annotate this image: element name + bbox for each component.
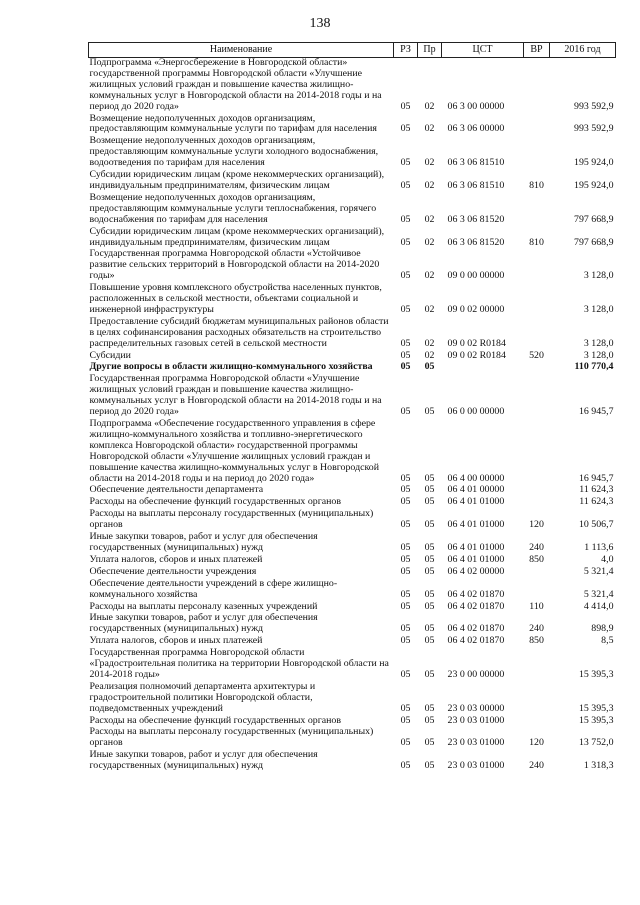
cell-rz: 05 bbox=[400, 472, 411, 484]
cell-name: Субсидии bbox=[89, 349, 131, 361]
cell-vr bbox=[524, 362, 550, 374]
table-row bbox=[89, 374, 616, 419]
cell-rz: 05 bbox=[400, 100, 411, 112]
table-row bbox=[89, 249, 616, 283]
cell-rz: 05 bbox=[400, 714, 411, 726]
cell-cst: 06 3 06 81510 bbox=[447, 157, 505, 169]
cell-sum: 5 321,4 bbox=[583, 565, 614, 577]
cell-vr: 850 bbox=[529, 635, 544, 647]
cell-name: Государственная программа Новгородской области «Улучшение жилищных условий граждан и повышение качества жилищно-коммунальных услуг в Новгородской области на 2014-2018 годы и на период до 2020 года» bbox=[89, 373, 382, 418]
cell-cst: 06 3 06 81520 bbox=[447, 236, 505, 248]
cell-rz: 05 bbox=[400, 702, 411, 714]
cell-pr: 02 bbox=[424, 270, 435, 282]
cell-vr: 120 bbox=[529, 519, 544, 531]
cell-pr: 02 bbox=[424, 179, 435, 191]
cell-cst: 06 4 02 01870 bbox=[447, 588, 505, 600]
cell-sum: 4,0 bbox=[601, 553, 614, 565]
cell-sum: 993 592,9 bbox=[574, 100, 614, 112]
cell-sum: 8,5 bbox=[601, 635, 614, 647]
cell-name: Расходы на выплаты персоналу государственных (муниципальных) органов bbox=[89, 508, 374, 531]
cell-rz: 05 bbox=[400, 737, 411, 749]
cell-name: Субсидии юридическим лицам (кроме некоммерческих организаций), индивидуальным предпринимателям, физическим лицам bbox=[89, 169, 385, 191]
cell-name: Иные закупки товаров, работ и услуг для обеспечения государственных (муниципальных) нужд bbox=[89, 612, 318, 635]
cell-cst: 23 0 00 00000 bbox=[447, 668, 505, 680]
cell-rz: 05 bbox=[400, 123, 411, 135]
cell-rz: 05 bbox=[400, 565, 411, 577]
cell-pr: 02 bbox=[424, 123, 435, 135]
cell-cst: 06 4 02 01870 bbox=[447, 600, 505, 612]
cell-name: Повышение уровня комплексного обустройства населенных пунктов, расположенных в сельской местности, объектами социальной и инженерной инфраструктуры bbox=[89, 282, 382, 315]
cell-cst: 09 0 02 R0184 bbox=[447, 337, 506, 349]
cell-cst: 06 3 06 81510 bbox=[447, 179, 505, 191]
cell-name: Подпрограмма «Обеспечение государственного управления в сфере жилищно-коммунального хозяйства и топливно-энергетического комплекса Новгородской области» государственной программы Новгородской области «Улучшение жилищных условий граждан и повышение качества жилищно-коммунальных услуг в Новгородской области на 2014-2018 годы и на период до 2020 года» bbox=[89, 418, 379, 484]
table-row bbox=[89, 509, 616, 532]
budget-table bbox=[88, 42, 616, 773]
cell-pr: 02 bbox=[424, 213, 435, 225]
cell-name: Уплата налогов, сборов и иных платежей bbox=[89, 553, 263, 565]
cell-sum: 5 321,4 bbox=[583, 588, 614, 600]
cell-rz: 05 bbox=[400, 303, 411, 315]
table-row bbox=[89, 682, 616, 716]
cell-rz: 05 bbox=[400, 270, 411, 282]
cell-rz: 05 bbox=[400, 623, 411, 635]
cell-sum: 110 770,4 bbox=[574, 361, 614, 373]
cell-pr: 05 bbox=[424, 623, 435, 635]
cell-pr: 05 bbox=[424, 406, 435, 418]
cell-sum: 1 318,3 bbox=[583, 760, 614, 772]
cell-name: Подпрограмма «Энергосбережение в Новгородской области» государственной программы Новгородской области «Улучшение жилищных условий граждан и повышение качества жилищно-коммунальных услуг в Новгородской области на 2014-2018 годы и на период до 2020 года» bbox=[89, 57, 382, 112]
header-name: Наименование bbox=[89, 43, 394, 58]
cell-vr bbox=[524, 114, 550, 137]
cell-rz: 05 bbox=[400, 213, 411, 225]
table-row bbox=[89, 136, 616, 170]
header-cst: ЦСТ bbox=[442, 43, 524, 58]
cell-cst: 06 0 00 00000 bbox=[447, 406, 505, 418]
cell-pr: 05 bbox=[424, 565, 435, 577]
cell-sum: 3 128,0 bbox=[583, 337, 614, 349]
cell-cst: 06 4 01 01000 bbox=[447, 519, 505, 531]
cell-pr: 05 bbox=[424, 737, 435, 749]
table-row bbox=[89, 193, 616, 227]
cell-pr: 05 bbox=[424, 760, 435, 772]
cell-rz: 05 bbox=[400, 337, 411, 349]
header-row bbox=[89, 43, 616, 58]
cell-cst: 06 4 02 01870 bbox=[447, 623, 505, 635]
cell-cst: 06 4 01 01000 bbox=[447, 553, 505, 565]
cell-pr: 05 bbox=[424, 472, 435, 484]
cell-rz: 05 bbox=[400, 484, 411, 496]
cell-name: Уплата налогов, сборов и иных платежей bbox=[89, 635, 263, 647]
page-number: 138 bbox=[309, 16, 331, 31]
cell-cst: 09 0 02 R0184 bbox=[447, 349, 506, 361]
table-row bbox=[89, 750, 616, 773]
cell-sum: 195 924,0 bbox=[574, 157, 614, 169]
cell-vr bbox=[524, 317, 550, 351]
cell-sum: 1 113,6 bbox=[584, 541, 614, 553]
cell-vr: 120 bbox=[529, 737, 544, 749]
cell-sum: 15 395,3 bbox=[578, 714, 614, 726]
cell-sum: 195 924,0 bbox=[574, 179, 614, 191]
cell-cst: 06 3 06 81520 bbox=[447, 213, 505, 225]
cell-vr: 520 bbox=[529, 349, 544, 361]
cell-sum: 16 945,7 bbox=[578, 472, 614, 484]
cell-pr: 05 bbox=[424, 588, 435, 600]
table-row bbox=[89, 170, 616, 193]
table-row bbox=[89, 283, 616, 317]
cell-pr: 05 bbox=[424, 484, 435, 496]
cell-pr: 05 bbox=[424, 496, 435, 508]
table-row bbox=[89, 727, 616, 750]
cell-cst: 23 0 03 01000 bbox=[447, 714, 505, 726]
cell-name: Возмещение недополученных доходов организациям, предоставляющим коммунальные услуги теплоснабжения, горячего водоснабжения по тарифам для населения bbox=[89, 191, 377, 225]
cell-vr: 240 bbox=[529, 760, 544, 772]
cell-vr: 240 bbox=[529, 623, 544, 635]
cell-vr bbox=[524, 419, 550, 485]
table-row bbox=[89, 648, 616, 682]
header-pr: Пр bbox=[418, 43, 442, 58]
cell-rz: 05 bbox=[400, 668, 411, 680]
cell-name: Расходы на обеспечение функций государственных органов bbox=[89, 714, 342, 726]
cell-name: Предоставление субсидий бюджетам муниципальных районов области в целях софинансирования расходных обязательств на строительство распределительных газовых сетей в сельской местности bbox=[89, 315, 389, 349]
cell-vr bbox=[524, 567, 550, 579]
cell-name: Другие вопросы в области жилищно-коммунального хозяйства bbox=[89, 361, 373, 373]
cell-rz: 05 bbox=[400, 496, 411, 508]
cell-rz: 05 bbox=[400, 519, 411, 531]
cell-cst: 06 4 00 00000 bbox=[447, 472, 505, 484]
cell-pr: 05 bbox=[424, 361, 435, 373]
table-row bbox=[89, 227, 616, 250]
cell-cst: 06 4 01 01000 bbox=[447, 496, 505, 508]
header-vr: ВР bbox=[524, 43, 550, 58]
cell-vr bbox=[524, 497, 550, 509]
cell-cst: 23 0 03 01000 bbox=[447, 760, 505, 772]
cell-pr: 02 bbox=[424, 349, 435, 361]
cell-sum: 16 945,7 bbox=[578, 406, 614, 418]
cell-name: Возмещение недополученных доходов организациям, предоставляющим коммунальные услуги холодного водоснабжения, водоотведения по тарифам для населения bbox=[89, 135, 379, 169]
cell-rz: 05 bbox=[400, 553, 411, 565]
cell-pr: 05 bbox=[424, 702, 435, 714]
cell-rz: 05 bbox=[400, 349, 411, 361]
cell-vr bbox=[524, 682, 550, 716]
cell-sum: 4 414,0 bbox=[583, 600, 614, 612]
cell-cst: 06 4 01 01000 bbox=[447, 541, 505, 553]
cell-name: Государственная программа Новгородской области «Устойчивое развитие сельских территорий в Новгородской области на 2014-2020 годы» bbox=[89, 248, 380, 282]
cell-sum: 797 668,9 bbox=[574, 236, 614, 248]
table-row bbox=[89, 317, 616, 351]
cell-rz: 05 bbox=[400, 600, 411, 612]
cell-name: Субсидии юридическим лицам (кроме некоммерческих организаций), индивидуальным предпринимателям, физическим лицам bbox=[89, 225, 385, 248]
table-row bbox=[89, 613, 616, 636]
table-row bbox=[89, 419, 616, 485]
cell-vr: 240 bbox=[529, 541, 544, 553]
cell-sum: 11 624,3 bbox=[579, 496, 614, 508]
table-body bbox=[89, 58, 616, 774]
cell-name: Расходы на обеспечение функций государственных органов bbox=[89, 496, 342, 508]
cell-rz: 05 bbox=[400, 157, 411, 169]
cell-pr: 05 bbox=[424, 600, 435, 612]
cell-sum: 15 395,3 bbox=[578, 668, 614, 680]
cell-sum: 13 752,0 bbox=[578, 737, 614, 749]
cell-rz: 05 bbox=[400, 541, 411, 553]
cell-name: Реализация полномочий департамента архитектуры и градостроительной политики Новгородской области, подведомственных учреждений bbox=[89, 680, 316, 714]
cell-vr: 810 bbox=[529, 236, 544, 248]
cell-sum: 898,9 bbox=[591, 623, 614, 635]
cell-rz: 05 bbox=[400, 361, 411, 373]
cell-rz: 05 bbox=[400, 760, 411, 772]
cell-name: Обеспечение деятельности учреждения bbox=[89, 565, 257, 577]
table-row bbox=[89, 114, 616, 137]
cell-cst: 06 3 00 00000 bbox=[447, 100, 505, 112]
cell-rz: 05 bbox=[400, 635, 411, 647]
cell-pr: 05 bbox=[424, 714, 435, 726]
cell-rz: 05 bbox=[400, 406, 411, 418]
cell-cst: 23 0 03 00000 bbox=[447, 702, 505, 714]
cell-vr bbox=[524, 58, 550, 114]
cell-rz: 05 bbox=[400, 588, 411, 600]
cell-vr bbox=[524, 579, 550, 602]
cell-sum: 15 395,3 bbox=[578, 702, 614, 714]
cell-pr: 05 bbox=[424, 635, 435, 647]
table-row bbox=[89, 58, 616, 114]
cell-vr: 850 bbox=[529, 553, 544, 565]
cell-cst bbox=[442, 362, 524, 374]
cell-rz: 05 bbox=[400, 236, 411, 248]
cell-vr bbox=[524, 374, 550, 419]
cell-cst: 06 3 06 00000 bbox=[447, 123, 505, 135]
cell-pr: 02 bbox=[424, 236, 435, 248]
header-sum: 2016 год bbox=[550, 43, 616, 58]
cell-pr: 05 bbox=[424, 668, 435, 680]
cell-sum: 3 128,0 bbox=[583, 303, 614, 315]
cell-pr: 02 bbox=[424, 303, 435, 315]
cell-name: Обеспечение деятельности департамента bbox=[89, 484, 264, 496]
cell-vr bbox=[524, 193, 550, 227]
cell-pr: 05 bbox=[424, 541, 435, 553]
header-rz: РЗ bbox=[394, 43, 418, 58]
cell-pr: 02 bbox=[424, 100, 435, 112]
table-row bbox=[89, 555, 616, 567]
cell-pr: 02 bbox=[424, 337, 435, 349]
cell-pr: 02 bbox=[424, 157, 435, 169]
cell-name: Расходы на выплаты персоналу государственных (муниципальных) органов bbox=[89, 726, 374, 749]
table-row bbox=[89, 532, 616, 555]
cell-pr: 05 bbox=[424, 519, 435, 531]
cell-name: Иные закупки товаров, работ и услуг для обеспечения государственных (муниципальных) нужд bbox=[89, 531, 318, 553]
cell-cst: 06 4 01 00000 bbox=[447, 484, 505, 496]
cell-cst: 09 0 02 00000 bbox=[447, 303, 505, 315]
cell-cst: 06 4 02 00000 bbox=[447, 565, 505, 577]
cell-vr: 110 bbox=[529, 600, 544, 612]
table-header bbox=[89, 43, 616, 58]
cell-name: Расходы на выплаты персоналу казенных учреждений bbox=[89, 600, 318, 612]
cell-name: Государственная программа Новгородской области «Градостроительная политика на территории Новгородской области на 2014-2018 годы» bbox=[89, 647, 389, 680]
cell-pr: 05 bbox=[424, 553, 435, 565]
cell-sum: 3 128,0 bbox=[583, 349, 614, 361]
cell-sum: 10 506,7 bbox=[578, 519, 614, 531]
cell-sum: 11 624,3 bbox=[579, 484, 614, 496]
cell-vr bbox=[524, 136, 550, 170]
cell-sum: 797 668,9 bbox=[574, 213, 614, 225]
cell-name: Обеспечение деятельности учреждений в сфере жилищно-коммунального хозяйства bbox=[89, 577, 338, 600]
cell-cst: 23 0 03 01000 bbox=[447, 737, 505, 749]
cell-vr bbox=[524, 716, 550, 728]
cell-sum: 993 592,9 bbox=[574, 123, 614, 135]
cell-rz: 05 bbox=[400, 179, 411, 191]
cell-vr bbox=[524, 249, 550, 283]
table-row bbox=[89, 579, 616, 602]
cell-sum: 3 128,0 bbox=[583, 270, 614, 282]
cell-vr bbox=[524, 283, 550, 317]
cell-name: Возмещение недополученных доходов организациям, предоставляющим коммунальные услуги по тарифам для населения bbox=[89, 112, 377, 135]
cell-cst: 06 4 02 01870 bbox=[447, 635, 505, 647]
cell-vr bbox=[524, 485, 550, 497]
table-row bbox=[89, 567, 616, 579]
cell-name: Иные закупки товаров, работ и услуг для обеспечения государственных (муниципальных) нужд bbox=[89, 749, 318, 772]
cell-vr: 810 bbox=[529, 179, 544, 191]
cell-vr bbox=[524, 648, 550, 682]
cell-cst: 09 0 00 00000 bbox=[447, 270, 505, 282]
